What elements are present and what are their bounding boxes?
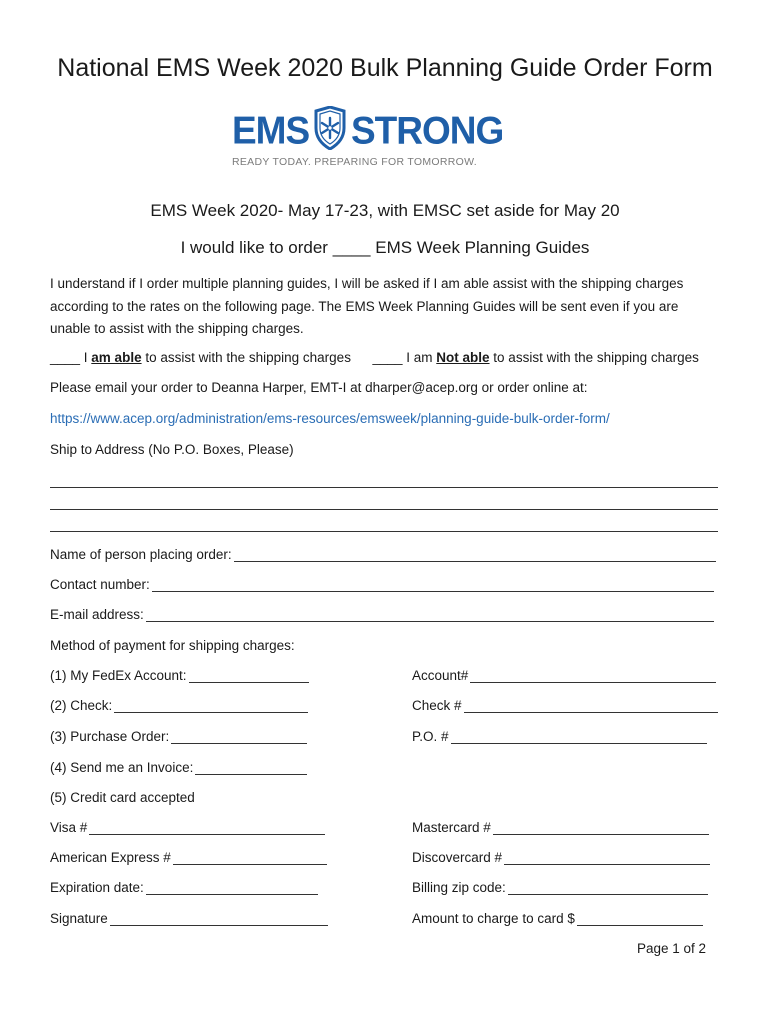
mastercard-field[interactable]: Mastercard #	[412, 820, 709, 835]
shipping-explanation: I understand if I order multiple planning guides, I will be asked if I am able assist with the shipping charges according to the rates on the following page. The EMS Week Planning Guides will be sent even if you are unable to assist with the shipping charges.	[50, 276, 684, 336]
payment-heading: Method of payment for shipping charges:	[50, 638, 295, 653]
check-field[interactable]: (2) Check:	[50, 698, 308, 713]
logo-tagline: READY TODAY. PREPARING FOR TOMORROW.	[232, 156, 477, 168]
credit-card-heading: (5) Credit card accepted	[50, 790, 195, 805]
logo-word-ems: EMS	[232, 108, 310, 152]
shipping-choice-row	[50, 350, 699, 365]
invoice-field[interactable]: (4) Send me an Invoice:	[50, 760, 307, 775]
account-number-field[interactable]: Account#	[412, 668, 716, 683]
star-of-life-icon	[313, 106, 347, 150]
order-online-link[interactable]: https://www.acep.org/administration/ems-resources/emsweek/planning-guide-bulk-order-form/	[50, 411, 610, 426]
fedex-account-field[interactable]: (1) My FedEx Account:	[50, 668, 309, 683]
signature-field[interactable]: Signature	[50, 911, 328, 926]
visa-field[interactable]: Visa #	[50, 820, 325, 835]
logo-word-strong: STRONG	[351, 108, 504, 152]
ems-strong-logo	[232, 104, 504, 176]
billing-zip-field[interactable]: Billing zip code:	[412, 880, 708, 895]
name-field[interactable]: Name of person placing order:	[50, 547, 716, 562]
amex-field[interactable]: American Express #	[50, 850, 327, 865]
order-quantity-line: I would like to order ____ EMS Week Planning Guides	[180, 238, 590, 257]
not-able-option[interactable]: ____ I am Not able to assist with the shipping charges	[372, 350, 699, 365]
address-line-3[interactable]	[50, 531, 718, 532]
address-line-1[interactable]	[50, 487, 718, 488]
form-title: National EMS Week 2020 Bulk Planning Guide Order Form	[57, 54, 713, 82]
contact-number-field[interactable]: Contact number:	[50, 577, 714, 592]
discover-field[interactable]: Discovercard #	[412, 850, 710, 865]
ship-to-label: Ship to Address (No P.O. Boxes, Please)	[50, 442, 294, 457]
address-line-2[interactable]	[50, 509, 718, 510]
page-number: Page 1 of 2	[636, 941, 706, 956]
email-instructions: Please email your order to Deanna Harper, EMT-I at dharper@acep.org or order online at:	[50, 380, 588, 395]
po-number-field[interactable]: P.O. #	[412, 729, 707, 744]
check-number-field[interactable]: Check #	[412, 698, 718, 713]
expiration-date-field[interactable]: Expiration date:	[50, 880, 318, 895]
amount-to-charge-field[interactable]: Amount to charge to card $	[412, 911, 703, 926]
purchase-order-field[interactable]: (3) Purchase Order:	[50, 729, 307, 744]
ems-week-dates: EMS Week 2020- May 17-23, with EMSC set aside for May 20	[150, 201, 620, 220]
email-field[interactable]: E-mail address:	[50, 607, 714, 622]
able-option[interactable]: ____ I am able to assist with the shipping charges	[50, 350, 351, 365]
